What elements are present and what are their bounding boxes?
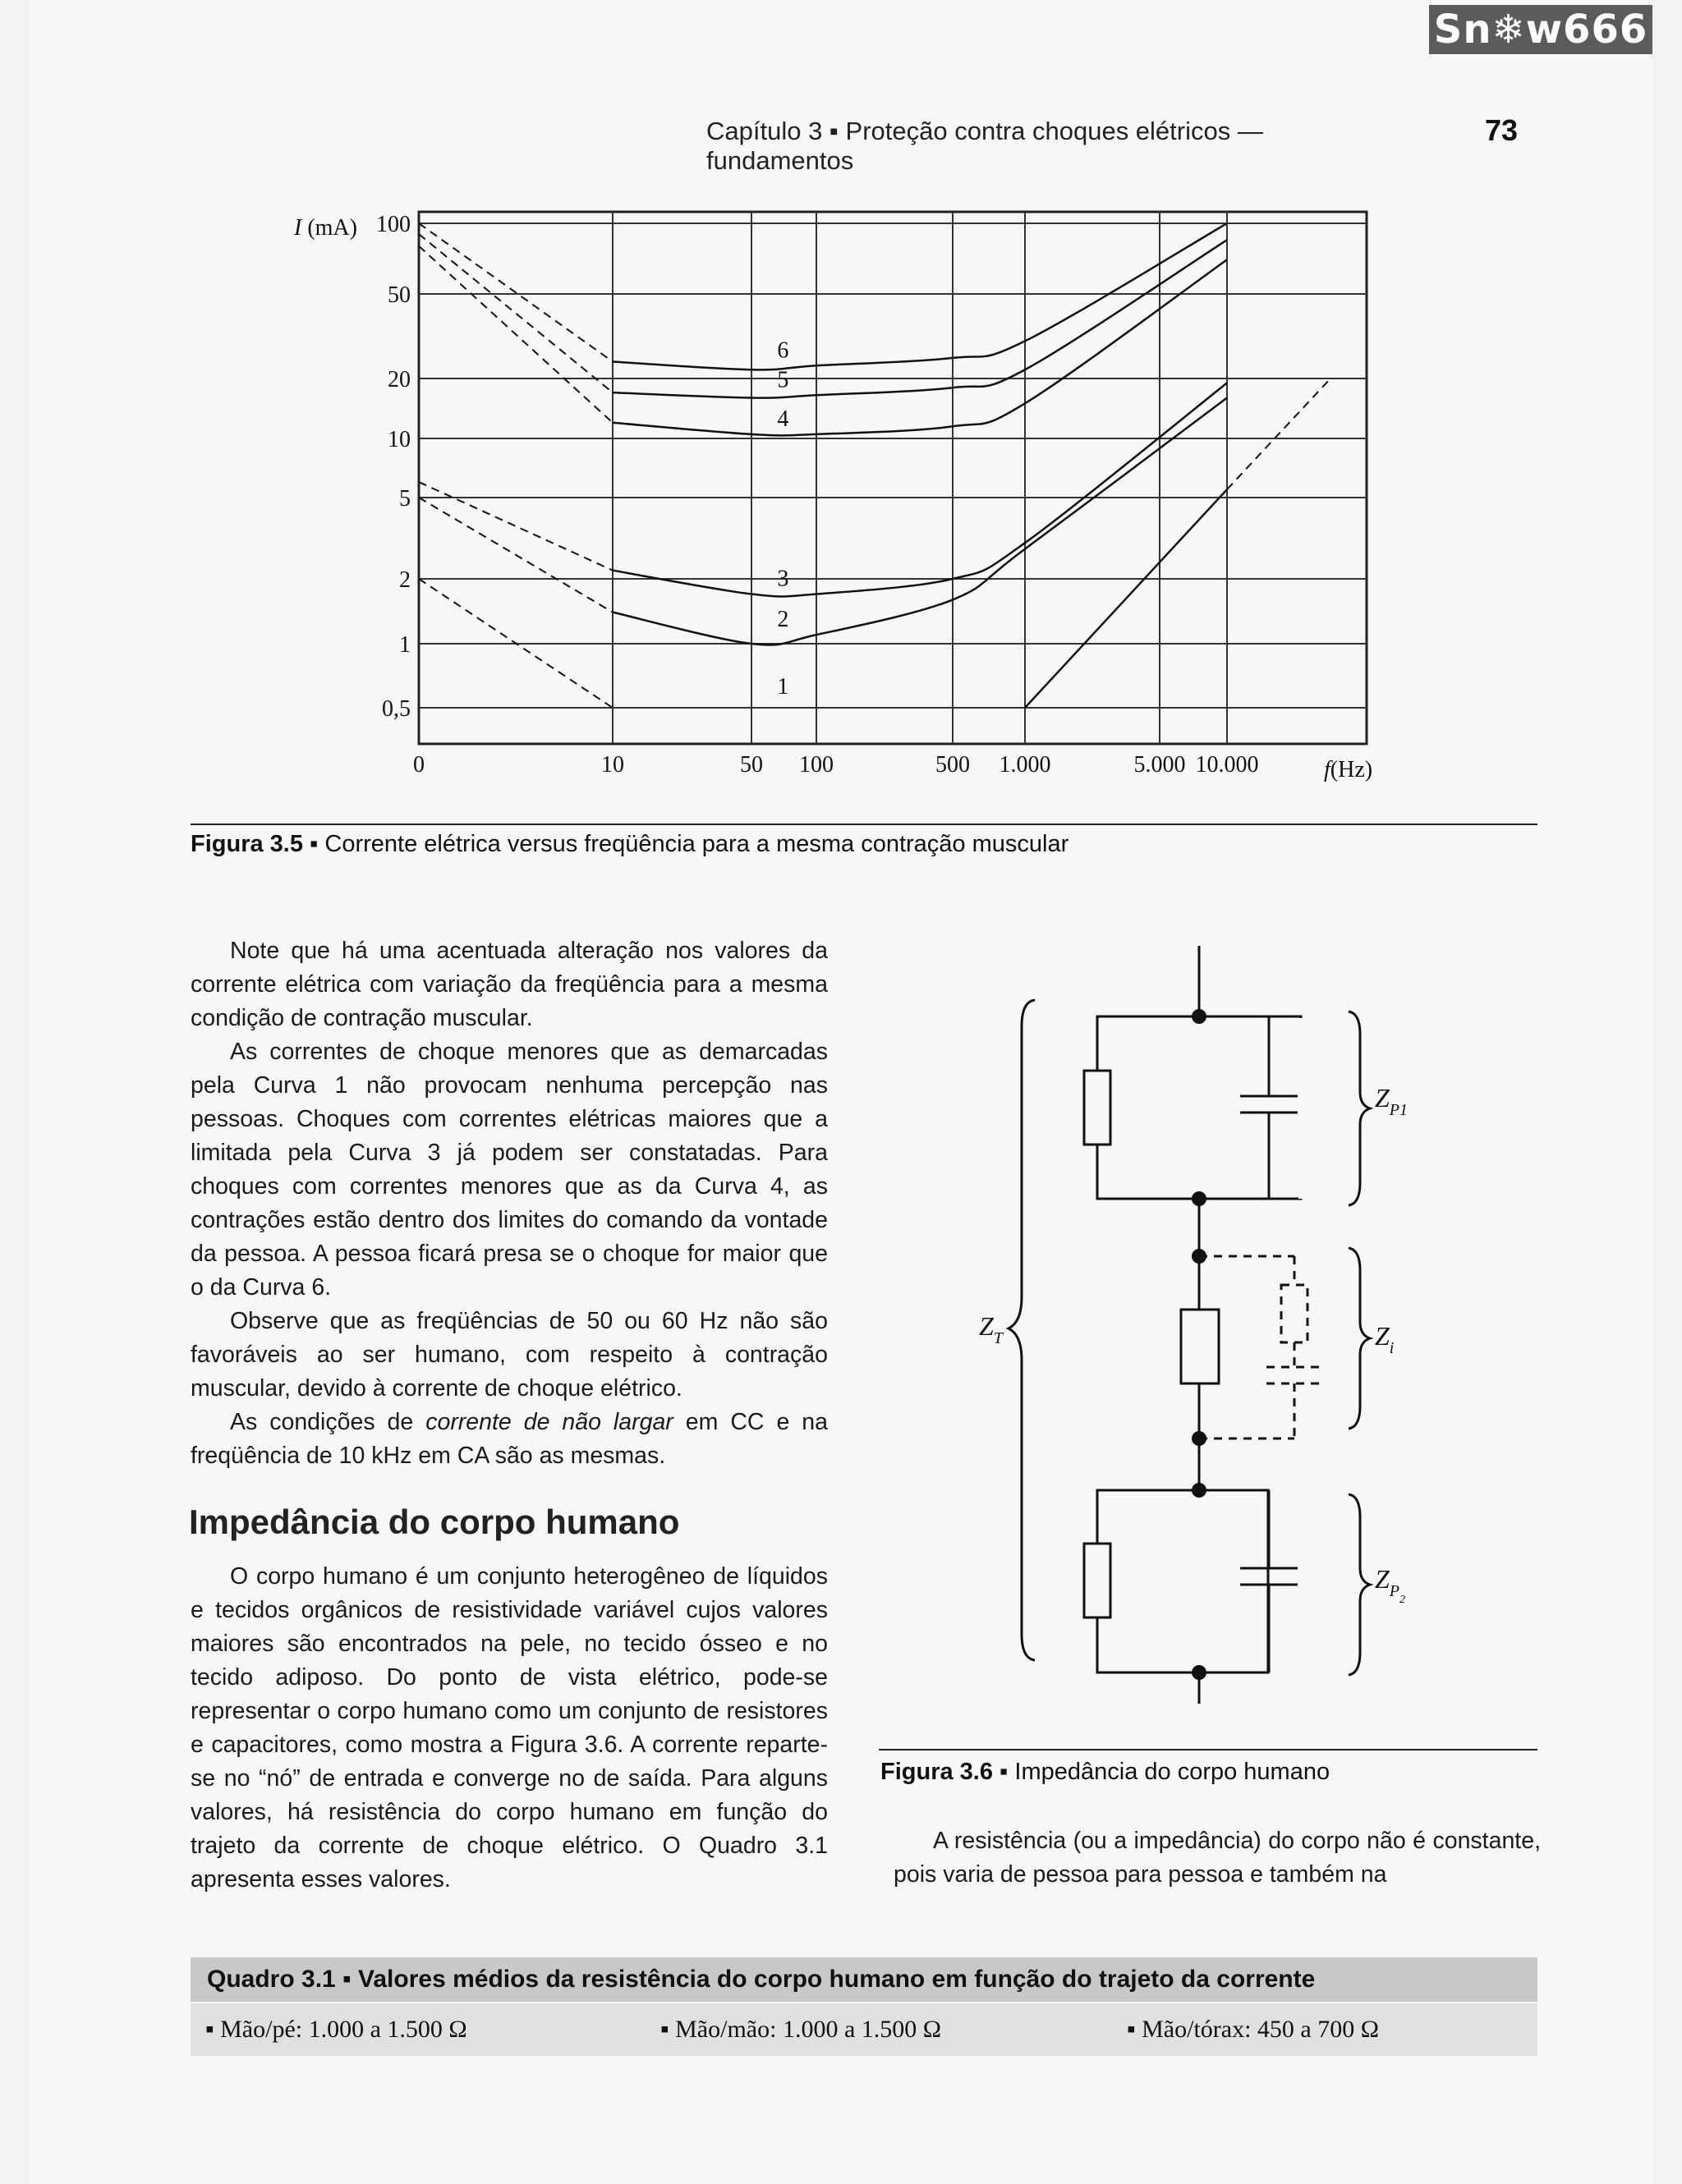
y-tick-label: 100 bbox=[376, 212, 411, 237]
zt-label: $Z_T$ bbox=[979, 1311, 1003, 1347]
y-tick-label: 50 bbox=[388, 282, 411, 308]
dashed-extension bbox=[419, 223, 613, 362]
y-tick-label: 2 bbox=[399, 567, 411, 593]
dashed-right-line bbox=[1227, 379, 1330, 489]
figure-3-5-rule bbox=[191, 824, 1537, 825]
paragraph-3: Observe que as freqüências de 50 ou 60 Hz não são favoráveis ao ser humano, com respeito à contração muscular, devido à corrente de choque elétrico. bbox=[191, 1308, 828, 1402]
chart-curves bbox=[419, 223, 1330, 708]
x-tick-label: 5.000 bbox=[1133, 752, 1186, 778]
zi-label: $Z_i$ bbox=[1375, 1321, 1395, 1357]
curve-label-3: 3 bbox=[777, 566, 789, 592]
figure-3-5-caption-text: ▪ Corrente elétrica versus freqüência para a mesma contração muscular bbox=[303, 831, 1069, 857]
curve-2 bbox=[613, 398, 1227, 645]
y-axis-label-unit: (mA) bbox=[301, 215, 357, 241]
zp2-brace bbox=[1349, 1494, 1370, 1675]
section-heading: Impedância do corpo humano bbox=[189, 1503, 680, 1541]
quadro-3-1-title: Quadro 3.1 ▪ Valores médios da resistência do corpo humano em função do trajeto da corrente bbox=[191, 1957, 1537, 2002]
y-tick-label: 5 bbox=[399, 486, 411, 512]
curve-label-1: 1 bbox=[777, 674, 789, 700]
curve-label-5: 5 bbox=[777, 367, 789, 393]
paragraph-4: As condições de corrente de não largar em CC e na freqüência de 10 kHz em CA são as mesmas. bbox=[191, 1409, 829, 1469]
intro-paragraphs bbox=[191, 934, 828, 1473]
x-tick-label: 10 bbox=[601, 752, 624, 778]
y-tick-label: 10 bbox=[388, 427, 411, 452]
paragraph-1: Note que há uma acentuada alteração nos valores da corrente elétrica com variação da freqüência para a mesma condição de contração muscular. bbox=[191, 938, 828, 1031]
x-tick-label: 50 bbox=[740, 752, 763, 778]
curve-1 bbox=[1025, 489, 1227, 708]
chart-tick-labels bbox=[376, 212, 1259, 778]
section-paragraph: O corpo humano é um conjunto heterogêneo de líquidos e tecidos orgânicos de resistividade variável cujos valores maiores são encontrados na pele, no tecido ósseo e no tecido adiposo. Do ponto de vista elétrico, pode-se representar o corpo humano como um conjunto de resistores e capacitores, como mostra a Figura 3.6. A corrente reparte-se no “nó” de entrada e converge no de saída. Para alguns valores, há resistência do corpo humano em função do trajeto da corrente de choque elétrico. O Quadro 3.1 apresenta esses valores. bbox=[191, 1563, 828, 1893]
figure-3-6-caption-text: ▪ Impedância do corpo humano bbox=[993, 1759, 1330, 1785]
x-tick-label: 0 bbox=[413, 752, 425, 778]
running-head: Capítulo 3 ▪ Proteção contra choques elétricos — fundamentos bbox=[706, 117, 1263, 175]
zp1-brace bbox=[1349, 1012, 1370, 1205]
y-tick-label: 20 bbox=[388, 367, 411, 392]
curve-label-6: 6 bbox=[777, 337, 789, 364]
zp1-label: $Z_{P1}$ bbox=[1375, 1083, 1409, 1119]
quadro-item-mao-pe: ▪ Mão/pé: 1.000 a 1.500 Ω bbox=[205, 2016, 467, 2043]
y-tick-label: 0,5 bbox=[382, 696, 411, 722]
x-axis-label: f(Hz) bbox=[1324, 757, 1373, 782]
y-axis-label bbox=[293, 215, 357, 241]
dashed-extension bbox=[419, 246, 613, 423]
quadro-3-1-values bbox=[191, 2003, 1537, 2056]
quadro-item-mao-torax: ▪ Mão/tórax: 450 a 700 Ω bbox=[1127, 2016, 1380, 2043]
right-column-paragraph: A resistência (ou a impedância) do corpo não é constante, pois varia de pessoa para pessoa e também na bbox=[894, 1828, 1541, 1888]
quadro-item-mao-mao: ▪ Mão/mão: 1.000 a 1.500 Ω bbox=[660, 2016, 942, 2043]
dashed-extension bbox=[419, 234, 613, 392]
curve-4 bbox=[613, 259, 1227, 435]
x-tick-label: 500 bbox=[935, 752, 970, 778]
curve-label-2: 2 bbox=[777, 607, 789, 633]
paragraph-2: As correntes de choque menores que as demarcadas pela Curva 1 não provocam nenhuma percepção nas pessoas. Choques com correntes elétricas maiores que a limitada pela Curva 3 já podem ser constatadas. Para choques com correntes menores que as da Curva 4, as contrações estão dentro dos limites do comando da vontade da pessoa. A pessoa ficará presa se o choque for maior que o da Curva 6. bbox=[191, 1039, 828, 1301]
zt-brace bbox=[1009, 1000, 1035, 1660]
zi-brace bbox=[1349, 1248, 1370, 1429]
figure-3-6-caption bbox=[880, 1759, 1330, 1786]
x-tick-label: 10.000 bbox=[1195, 752, 1259, 778]
page-number: 73 bbox=[1485, 113, 1519, 147]
figure-3-6-rule bbox=[879, 1749, 1537, 1750]
x-tick-label: 1.000 bbox=[999, 752, 1051, 778]
figure-3-5-caption bbox=[191, 831, 1068, 858]
curve-5 bbox=[613, 240, 1227, 397]
zp2-label: $Z_{P2}$ bbox=[1375, 1564, 1406, 1606]
y-axis-label-i: I bbox=[294, 215, 302, 241]
body-impedance-circuit bbox=[969, 936, 1478, 1708]
dashed-extension bbox=[419, 498, 613, 613]
curve-3 bbox=[613, 383, 1227, 596]
x-tick-label: 100 bbox=[799, 752, 834, 778]
watermark-logo: Sn❄w666 bbox=[1429, 5, 1652, 54]
curve-6 bbox=[613, 223, 1227, 369]
chart-grid bbox=[419, 212, 1367, 744]
curve-label-4: 4 bbox=[777, 406, 789, 432]
figure-3-5-label: Figura 3.5 bbox=[191, 831, 303, 857]
current-vs-frequency-chart bbox=[0, 0, 1682, 821]
dashed-extension bbox=[419, 482, 613, 571]
plot-frame bbox=[419, 212, 1367, 744]
y-tick-label: 1 bbox=[399, 632, 411, 658]
figure-3-6-label: Figura 3.6 bbox=[880, 1759, 993, 1785]
